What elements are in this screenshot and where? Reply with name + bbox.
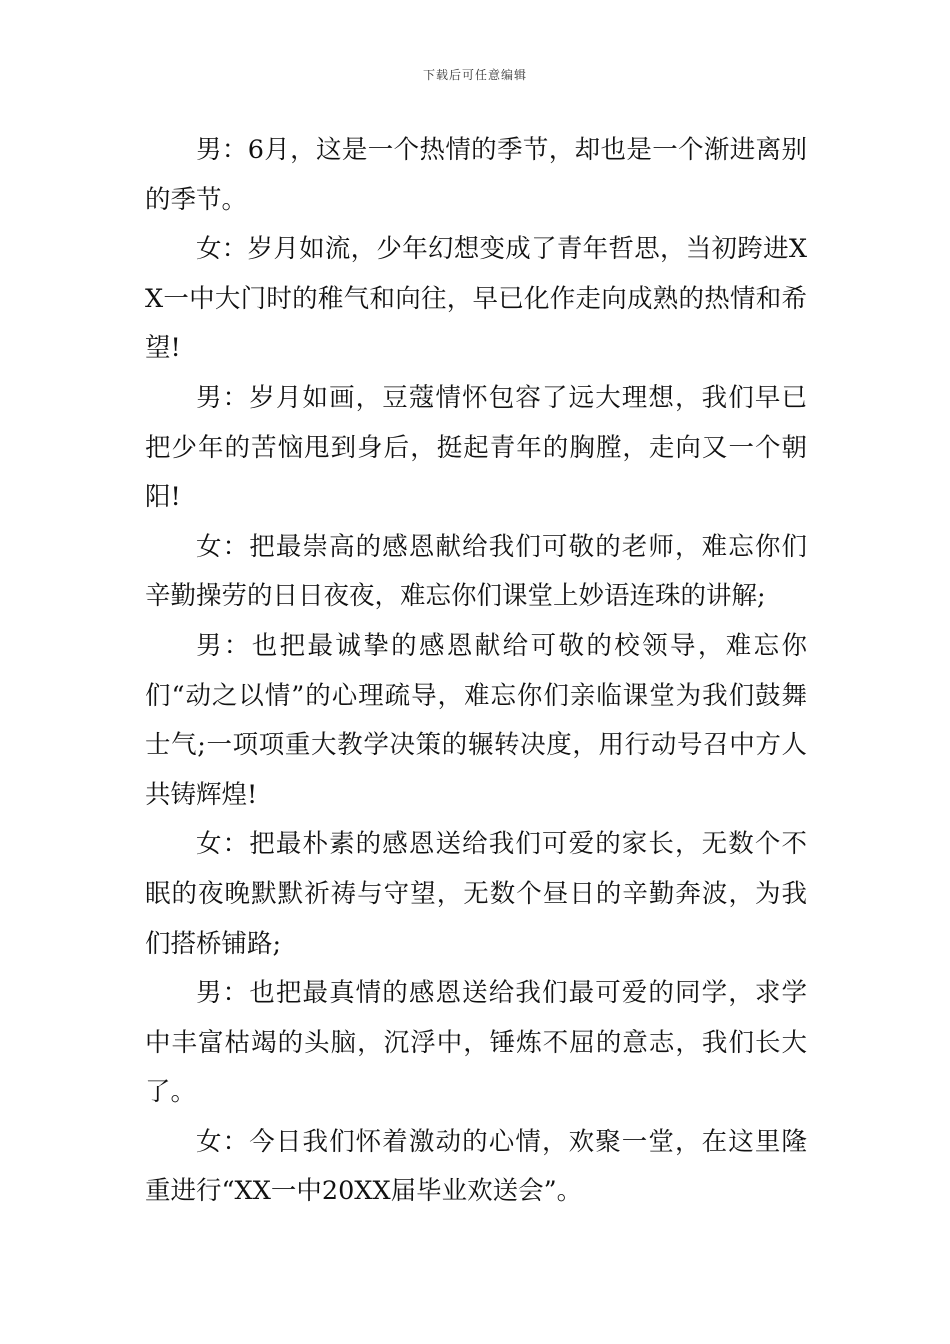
paragraph-6: 女：把最朴素的感恩送给我们可爱的家长，无数个不眠的夜晚默默祈祷与守望，无数个昼日的辛勤奔波，为我们搭桥铺路; — [145, 829, 807, 959]
document-body — [145, 126, 807, 1217]
paragraph-5: 男：也把最诚挚的感恩献给可敬的校领导，难忘你们“动之以情”的心理疏导，难忘你们亲临课堂为我们鼓舞士气;一项项重大教学决策的辗转决度，用行动号召中方人共铸辉煌! — [145, 630, 807, 810]
paragraph-4: 女：把最崇高的感恩献给我们可敬的老师，难忘你们辛勤操劳的日日夜夜，难忘你们课堂上妙语连珠的讲解; — [145, 531, 807, 612]
paragraph-2: 女：岁月如流，少年幻想变成了青年哲思，当初跨进XX一中大门时的稚气和向往，早已化作走向成熟的热情和希望! — [145, 234, 807, 364]
paragraph-1: 男：6月，这是一个热情的季节，却也是一个渐进离别的季节。 — [145, 135, 807, 215]
paragraph-7: 男：也把最真情的感恩送给我们最可爱的同学，求学中丰富枯竭的头脑，沉浮中，锤炼不屈的意志，我们长大了。 — [145, 978, 807, 1108]
paragraph-3: 男：岁月如画，豆蔻情怀包容了远大理想，我们早已把少年的苦恼甩到身后，挺起青年的胸膛，走向又一个朝阳! — [145, 382, 807, 513]
page-header: 下载后可任意编辑 — [422, 68, 527, 82]
paragraph-8: 女：今日我们怀着激动的心情，欢聚一堂，在这里隆重进行“XX一中20XX届毕业欢送会”。 — [145, 1126, 807, 1207]
